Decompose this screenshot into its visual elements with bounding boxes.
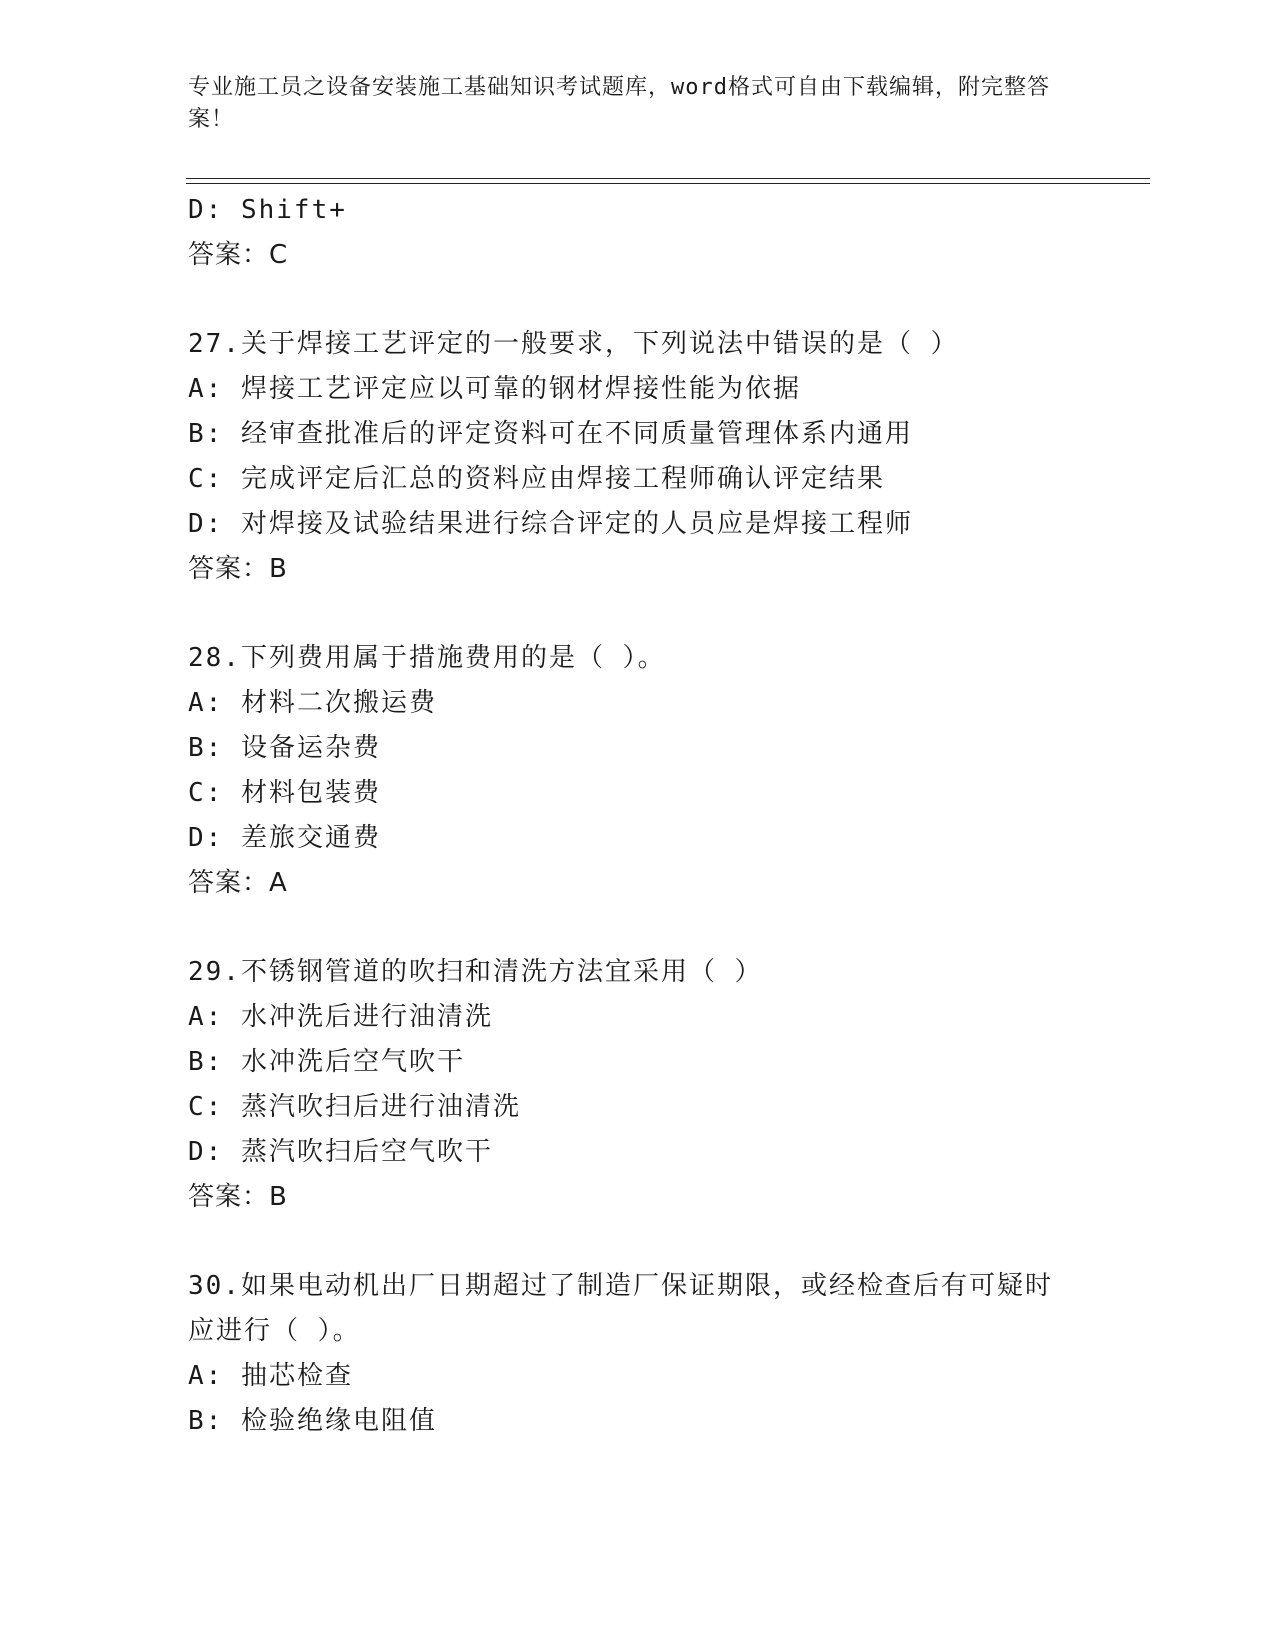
option-b: B: 水冲洗后空气吹干 [188, 1047, 465, 1077]
header-rule-bottom [186, 183, 1150, 184]
question-27 [188, 322, 1088, 592]
option-a: A: 材料二次搬运费 [188, 688, 437, 718]
header-rule-top [186, 178, 1150, 179]
option-c: C: 蒸汽吹扫后进行油清洗 [188, 1092, 521, 1122]
option-d: D: 对焊接及试验结果进行综合评定的人员应是焊接工程师 [188, 509, 913, 539]
question-30 [188, 1264, 1088, 1444]
option-d: D: 蒸汽吹扫后空气吹干 [188, 1137, 493, 1167]
option-c: C: 完成评定后汇总的资料应由焊接工程师确认评定结果 [188, 464, 885, 494]
option-d: D: 差旅交通费 [188, 823, 381, 853]
option-a: A: 焊接工艺评定应以可靠的钢材焊接性能为依据 [188, 374, 801, 404]
header-text: 专业施工员之设备安装施工基础知识考试题库，word格式可自由下载编辑，附完整答案！ [188, 75, 1050, 132]
option-c: C: 材料包装费 [188, 778, 381, 808]
option-b: B: 检验绝缘电阻值 [188, 1406, 437, 1436]
option-b: B: 经审查批准后的评定资料可在不同质量管理体系内通用 [188, 419, 913, 449]
option-b: B: 设备运杂费 [188, 733, 381, 763]
prev-option-d: D: Shift+ [188, 195, 347, 225]
question-29 [188, 950, 1088, 1220]
question-stem: 28.下列费用属于措施费用的是（ ）。 [188, 643, 666, 673]
question-stem: 30.如果电动机出厂日期超过了制造厂保证期限，或经检查后有可疑时应进行（ ）。 [188, 1271, 1053, 1346]
document-header [188, 72, 1088, 136]
answer: 答案：B [188, 554, 288, 584]
option-a: A: 水冲洗后进行油清洗 [188, 1002, 493, 1032]
question-stem: 27.关于焊接工艺评定的一般要求，下列说法中错误的是（ ） [188, 329, 959, 359]
prev-answer: 答案：C [188, 240, 289, 270]
question-stem: 29.不锈钢管道的吹扫和清洗方法宜采用（ ） [188, 957, 763, 987]
option-a: A: 抽芯检查 [188, 1361, 353, 1391]
question-28 [188, 636, 1088, 906]
answer: 答案：A [188, 868, 288, 898]
answer: 答案：B [188, 1182, 288, 1212]
document-body [188, 188, 1088, 1444]
